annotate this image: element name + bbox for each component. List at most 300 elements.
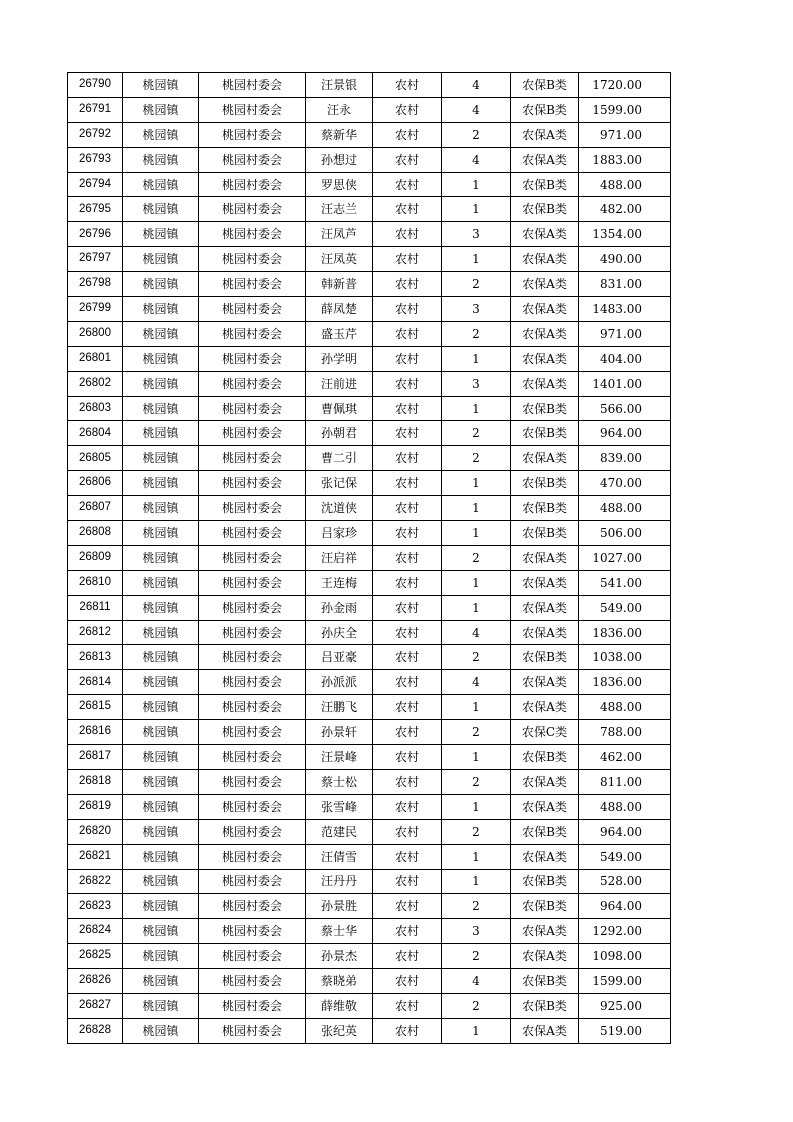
table-row [68,321,671,346]
row-id-cell: 26794 [68,172,123,197]
name-cell: 曹二引 [306,446,373,471]
town-cell: 桃园镇 [123,371,199,396]
table-row [68,247,671,272]
village-cell: 桃园村委会 [199,346,306,371]
town-cell: 桃园镇 [123,919,199,944]
person-count-cell: 2 [442,993,511,1018]
row-id-cell: 26798 [68,272,123,297]
table-row [68,969,671,994]
household-type-cell: 农村 [373,521,442,546]
category-cell: 农保A类 [511,670,579,695]
table-row [68,894,671,919]
amount-cell: 1354.00 [579,222,671,247]
town-cell: 桃园镇 [123,272,199,297]
household-type-cell: 农村 [373,794,442,819]
category-cell: 农保B类 [511,396,579,421]
amount-cell: 470.00 [579,471,671,496]
person-count-cell: 2 [442,122,511,147]
village-cell: 桃园村委会 [199,421,306,446]
village-cell: 桃园村委会 [199,247,306,272]
household-type-cell: 农村 [373,297,442,322]
amount-cell: 528.00 [579,869,671,894]
person-count-cell: 1 [442,745,511,770]
category-cell: 农保A类 [511,272,579,297]
person-count-cell: 2 [442,421,511,446]
table-row [68,819,671,844]
person-count-cell: 1 [442,346,511,371]
amount-cell: 1836.00 [579,670,671,695]
amount-cell: 964.00 [579,819,671,844]
person-count-cell: 4 [442,97,511,122]
row-id-cell: 26795 [68,197,123,222]
row-id-cell: 26824 [68,919,123,944]
row-id-cell: 26805 [68,446,123,471]
name-cell: 罗思侠 [306,172,373,197]
row-id-cell: 26828 [68,1018,123,1043]
table-row [68,421,671,446]
category-cell: 农保A类 [511,944,579,969]
household-type-cell: 农村 [373,471,442,496]
village-cell: 桃园村委会 [199,222,306,247]
household-type-cell: 农村 [373,496,442,521]
name-cell: 汪永 [306,97,373,122]
amount-cell: 488.00 [579,172,671,197]
table-row [68,919,671,944]
village-cell: 桃园村委会 [199,819,306,844]
person-count-cell: 2 [442,819,511,844]
person-count-cell: 1 [442,197,511,222]
table-row [68,122,671,147]
town-cell: 桃园镇 [123,421,199,446]
table-row [68,944,671,969]
amount-cell: 519.00 [579,1018,671,1043]
amount-cell: 482.00 [579,197,671,222]
household-type-cell: 农村 [373,869,442,894]
town-cell: 桃园镇 [123,869,199,894]
person-count-cell: 2 [442,769,511,794]
name-cell: 孙想过 [306,147,373,172]
row-id-cell: 26822 [68,869,123,894]
household-type-cell: 农村 [373,620,442,645]
person-count-cell: 2 [442,944,511,969]
town-cell: 桃园镇 [123,1018,199,1043]
town-cell: 桃园镇 [123,670,199,695]
table-row [68,172,671,197]
person-count-cell: 3 [442,919,511,944]
category-cell: 农保B类 [511,894,579,919]
row-id-cell: 26801 [68,346,123,371]
amount-cell: 1098.00 [579,944,671,969]
amount-cell: 488.00 [579,496,671,521]
village-cell: 桃园村委会 [199,919,306,944]
village-cell: 桃园村委会 [199,321,306,346]
row-id-cell: 26793 [68,147,123,172]
category-cell: 农保A类 [511,122,579,147]
category-cell: 农保B类 [511,471,579,496]
category-cell: 农保A类 [511,545,579,570]
household-type-cell: 农村 [373,570,442,595]
name-cell: 蔡士松 [306,769,373,794]
household-type-cell: 农村 [373,446,442,471]
household-type-cell: 农村 [373,745,442,770]
person-count-cell: 4 [442,73,511,98]
village-cell: 桃园村委会 [199,297,306,322]
table-row [68,745,671,770]
category-cell: 农保A类 [511,1018,579,1043]
town-cell: 桃园镇 [123,346,199,371]
name-cell: 孙景轩 [306,720,373,745]
household-type-cell: 农村 [373,321,442,346]
town-cell: 桃园镇 [123,969,199,994]
town-cell: 桃园镇 [123,396,199,421]
category-cell: 农保B类 [511,869,579,894]
name-cell: 汪前进 [306,371,373,396]
row-id-cell: 26796 [68,222,123,247]
household-type-cell: 农村 [373,919,442,944]
household-type-cell: 农村 [373,645,442,670]
village-cell: 桃园村委会 [199,794,306,819]
household-type-cell: 农村 [373,122,442,147]
amount-cell: 566.00 [579,396,671,421]
row-id-cell: 26790 [68,73,123,98]
category-cell: 农保B类 [511,197,579,222]
name-cell: 吕亚豪 [306,645,373,670]
name-cell: 蔡新华 [306,122,373,147]
amount-cell: 549.00 [579,595,671,620]
table-row [68,197,671,222]
data-table [67,72,671,1044]
amount-cell: 971.00 [579,321,671,346]
household-type-cell: 农村 [373,421,442,446]
village-cell: 桃园村委会 [199,1018,306,1043]
name-cell: 薛凤楚 [306,297,373,322]
row-id-cell: 26809 [68,545,123,570]
table-row [68,645,671,670]
town-cell: 桃园镇 [123,321,199,346]
table-row [68,670,671,695]
town-cell: 桃园镇 [123,297,199,322]
village-cell: 桃园村委会 [199,570,306,595]
category-cell: 农保A类 [511,346,579,371]
category-cell: 农保B类 [511,819,579,844]
category-cell: 农保B类 [511,73,579,98]
name-cell: 汪景银 [306,73,373,98]
name-cell: 蔡士华 [306,919,373,944]
town-cell: 桃园镇 [123,73,199,98]
table-row [68,272,671,297]
town-cell: 桃园镇 [123,645,199,670]
village-cell: 桃园村委会 [199,595,306,620]
person-count-cell: 2 [442,894,511,919]
person-count-cell: 2 [442,645,511,670]
town-cell: 桃园镇 [123,570,199,595]
town-cell: 桃园镇 [123,745,199,770]
village-cell: 桃园村委会 [199,745,306,770]
person-count-cell: 1 [442,247,511,272]
name-cell: 薛维敬 [306,993,373,1018]
village-cell: 桃园村委会 [199,545,306,570]
amount-cell: 1599.00 [579,969,671,994]
person-count-cell: 2 [442,545,511,570]
table-row [68,570,671,595]
category-cell: 农保B类 [511,745,579,770]
category-cell: 农保A类 [511,595,579,620]
row-id-cell: 26811 [68,595,123,620]
category-cell: 农保B类 [511,645,579,670]
amount-cell: 1483.00 [579,297,671,322]
town-cell: 桃园镇 [123,944,199,969]
table-row [68,993,671,1018]
category-cell: 农保B类 [511,97,579,122]
name-cell: 汪志兰 [306,197,373,222]
village-cell: 桃园村委会 [199,944,306,969]
village-cell: 桃园村委会 [199,645,306,670]
village-cell: 桃园村委会 [199,122,306,147]
table-row [68,769,671,794]
amount-cell: 488.00 [579,695,671,720]
row-id-cell: 26827 [68,993,123,1018]
person-count-cell: 2 [442,720,511,745]
name-cell: 孙朝君 [306,421,373,446]
town-cell: 桃园镇 [123,172,199,197]
name-cell: 曹佩琪 [306,396,373,421]
household-type-cell: 农村 [373,545,442,570]
row-id-cell: 26826 [68,969,123,994]
town-cell: 桃园镇 [123,894,199,919]
town-cell: 桃园镇 [123,521,199,546]
table-row [68,222,671,247]
amount-cell: 549.00 [579,844,671,869]
row-id-cell: 26810 [68,570,123,595]
row-id-cell: 26817 [68,745,123,770]
town-cell: 桃园镇 [123,844,199,869]
name-cell: 孙景杰 [306,944,373,969]
name-cell: 吕家珍 [306,521,373,546]
row-id-cell: 26804 [68,421,123,446]
table-body [68,73,671,1044]
person-count-cell: 4 [442,620,511,645]
amount-cell: 971.00 [579,122,671,147]
town-cell: 桃园镇 [123,147,199,172]
category-cell: 农保A类 [511,147,579,172]
category-cell: 农保A类 [511,695,579,720]
category-cell: 农保A类 [511,919,579,944]
table-row [68,147,671,172]
category-cell: 农保C类 [511,720,579,745]
town-cell: 桃园镇 [123,695,199,720]
village-cell: 桃园村委会 [199,695,306,720]
name-cell: 汪倩雪 [306,844,373,869]
amount-cell: 541.00 [579,570,671,595]
name-cell: 汪鹏飞 [306,695,373,720]
amount-cell: 1720.00 [579,73,671,98]
household-type-cell: 农村 [373,769,442,794]
household-type-cell: 农村 [373,993,442,1018]
row-id-cell: 26812 [68,620,123,645]
village-cell: 桃园村委会 [199,670,306,695]
person-count-cell: 1 [442,1018,511,1043]
table-row [68,794,671,819]
town-cell: 桃园镇 [123,197,199,222]
amount-cell: 925.00 [579,993,671,1018]
category-cell: 农保A类 [511,794,579,819]
table-row [68,73,671,98]
household-type-cell: 农村 [373,595,442,620]
person-count-cell: 1 [442,396,511,421]
village-cell: 桃园村委会 [199,371,306,396]
name-cell: 孙学明 [306,346,373,371]
table-row [68,396,671,421]
amount-cell: 839.00 [579,446,671,471]
village-cell: 桃园村委会 [199,620,306,645]
household-type-cell: 农村 [373,969,442,994]
town-cell: 桃园镇 [123,819,199,844]
name-cell: 蔡晓弟 [306,969,373,994]
category-cell: 农保B类 [511,172,579,197]
row-id-cell: 26823 [68,894,123,919]
household-type-cell: 农村 [373,172,442,197]
person-count-cell: 4 [442,147,511,172]
name-cell: 韩新普 [306,272,373,297]
household-type-cell: 农村 [373,1018,442,1043]
household-type-cell: 农村 [373,222,442,247]
town-cell: 桃园镇 [123,595,199,620]
name-cell: 汪启祥 [306,545,373,570]
name-cell: 汪丹丹 [306,869,373,894]
household-type-cell: 农村 [373,844,442,869]
town-cell: 桃园镇 [123,769,199,794]
row-id-cell: 26799 [68,297,123,322]
table-row [68,869,671,894]
amount-cell: 404.00 [579,346,671,371]
name-cell: 张纪英 [306,1018,373,1043]
row-id-cell: 26803 [68,396,123,421]
name-cell: 孙派派 [306,670,373,695]
town-cell: 桃园镇 [123,720,199,745]
person-count-cell: 1 [442,471,511,496]
name-cell: 孙庆全 [306,620,373,645]
amount-cell: 964.00 [579,894,671,919]
name-cell: 范建民 [306,819,373,844]
category-cell: 农保B类 [511,993,579,1018]
category-cell: 农保A类 [511,570,579,595]
category-cell: 农保A类 [511,222,579,247]
person-count-cell: 1 [442,172,511,197]
household-type-cell: 农村 [373,147,442,172]
name-cell: 盛玉芹 [306,321,373,346]
person-count-cell: 3 [442,222,511,247]
person-count-cell: 2 [442,446,511,471]
category-cell: 农保B类 [511,969,579,994]
town-cell: 桃园镇 [123,794,199,819]
name-cell: 孙金雨 [306,595,373,620]
row-id-cell: 26800 [68,321,123,346]
household-type-cell: 农村 [373,272,442,297]
household-type-cell: 农村 [373,371,442,396]
town-cell: 桃园镇 [123,222,199,247]
household-type-cell: 农村 [373,247,442,272]
row-id-cell: 26797 [68,247,123,272]
row-id-cell: 26791 [68,97,123,122]
person-count-cell: 4 [442,670,511,695]
category-cell: 农保A类 [511,446,579,471]
name-cell: 孙景胜 [306,894,373,919]
category-cell: 农保A类 [511,769,579,794]
amount-cell: 462.00 [579,745,671,770]
table-row [68,620,671,645]
household-type-cell: 农村 [373,670,442,695]
town-cell: 桃园镇 [123,471,199,496]
amount-cell: 964.00 [579,421,671,446]
row-id-cell: 26813 [68,645,123,670]
village-cell: 桃园村委会 [199,894,306,919]
household-type-cell: 农村 [373,819,442,844]
person-count-cell: 3 [442,297,511,322]
table-row [68,720,671,745]
person-count-cell: 2 [442,321,511,346]
village-cell: 桃园村委会 [199,97,306,122]
amount-cell: 488.00 [579,794,671,819]
town-cell: 桃园镇 [123,993,199,1018]
category-cell: 农保A类 [511,844,579,869]
village-cell: 桃园村委会 [199,197,306,222]
amount-cell: 1292.00 [579,919,671,944]
town-cell: 桃园镇 [123,545,199,570]
row-id-cell: 26808 [68,521,123,546]
row-id-cell: 26815 [68,695,123,720]
amount-cell: 811.00 [579,769,671,794]
table-row [68,371,671,396]
household-type-cell: 农村 [373,97,442,122]
amount-cell: 1883.00 [579,147,671,172]
person-count-cell: 2 [442,272,511,297]
amount-cell: 1836.00 [579,620,671,645]
person-count-cell: 1 [442,496,511,521]
row-id-cell: 26819 [68,794,123,819]
person-count-cell: 3 [442,371,511,396]
person-count-cell: 1 [442,844,511,869]
town-cell: 桃园镇 [123,620,199,645]
row-id-cell: 26814 [68,670,123,695]
person-count-cell: 1 [442,521,511,546]
village-cell: 桃园村委会 [199,471,306,496]
name-cell: 张雪峰 [306,794,373,819]
household-type-cell: 农村 [373,894,442,919]
row-id-cell: 26818 [68,769,123,794]
amount-cell: 788.00 [579,720,671,745]
row-id-cell: 26806 [68,471,123,496]
person-count-cell: 1 [442,695,511,720]
town-cell: 桃园镇 [123,446,199,471]
village-cell: 桃园村委会 [199,272,306,297]
household-type-cell: 农村 [373,695,442,720]
row-id-cell: 26816 [68,720,123,745]
row-id-cell: 26820 [68,819,123,844]
village-cell: 桃园村委会 [199,172,306,197]
table-row [68,97,671,122]
table-row [68,446,671,471]
household-type-cell: 农村 [373,73,442,98]
village-cell: 桃园村委会 [199,869,306,894]
amount-cell: 1038.00 [579,645,671,670]
household-type-cell: 农村 [373,197,442,222]
table-row [68,297,671,322]
village-cell: 桃园村委会 [199,73,306,98]
village-cell: 桃园村委会 [199,521,306,546]
village-cell: 桃园村委会 [199,720,306,745]
name-cell: 沈道侠 [306,496,373,521]
table-row [68,521,671,546]
